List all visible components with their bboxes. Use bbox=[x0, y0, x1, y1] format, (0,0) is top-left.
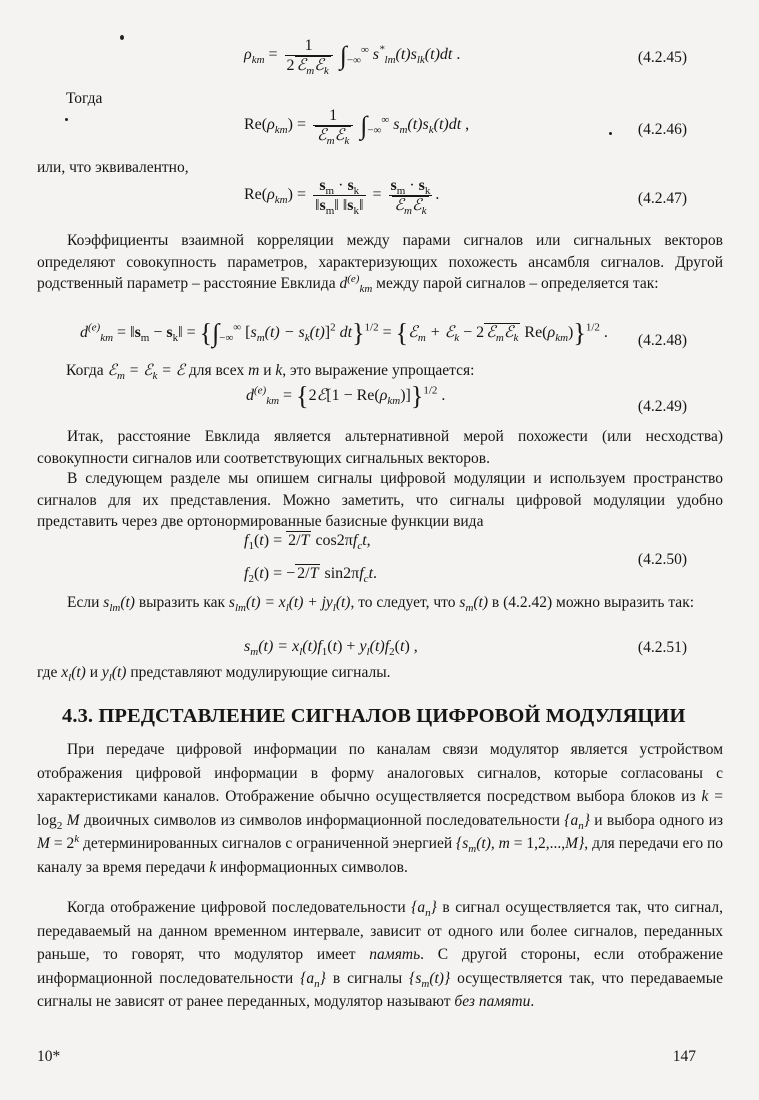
paragraph-euclid: Итак, расстояние Евклида является альтернативной мерой похожести (или несходства) совокупности сигналов или соответствующих сигнальных векторов. bbox=[37, 428, 723, 467]
paragraph-modulator: При передаче цифровой информации по каналам связи модулятор является устройством отображения цифровой информации в форму аналоговых сигналов, которые согласованы с характеристиками каналов. Отображение обычно осуществляется посредством выбора блоков из $k = \log_2 M$ двоичных символов из символов информационной последовательности $\{a_n\}$ и выбора одного из $M = 2^k$ детерминированных сигналов с ограниченной энергией {$s_m(t)$, m = 1,2,...,M}, для передачи его по каналу за время передачи k информационных символов. bbox=[37, 741, 724, 876]
footer-signature-mark: 10* bbox=[37, 1048, 61, 1065]
text-togda: Тогда bbox=[66, 90, 103, 107]
section-heading: 4.3. ПРЕДСТАВЛЕНИЕ СИГНАЛОВ ЦИФРОВОЙ МОДУЛЯЦИИ bbox=[62, 705, 686, 727]
equation-4-2-47: $Re(\rho_{km})$ = $\frac{s_m \cdot s_k}{‖s_m‖ ‖s_k‖}$ = $\frac{s_m \cdot s_k}{ℰ_mℰ_k}$ . bbox=[244, 177, 440, 218]
paragraph-next-section: В следующем разделе мы опишем сигналы цифровой модуляции и используем пространство сигналов для их представления. Можно заметить, что сигналы цифровой модуляции удобно представить через две ортонормированные базисные функции вида bbox=[37, 470, 723, 530]
page-number: 147 bbox=[672, 1048, 696, 1065]
equation-number: (4.2.47) bbox=[637, 190, 687, 207]
scan-speck bbox=[120, 35, 124, 40]
equation-4-2-50: $f_2(t)$ = − 2/T $\sin 2\pi f_ct$. bbox=[244, 565, 378, 586]
equation-number: (4.2.51) bbox=[637, 639, 687, 656]
equation-4-2-45: $\rho_{km}$ = $\frac{1}{2 ℰ_mℰ_k}$ $\int_{-\infty}^\infty$ $s^*_{lm}(t)s_{lk}(t)dt$ . bbox=[244, 37, 461, 78]
equation-4-2-50: $f_1(t) = 2/T$ $\cos 2\pi f_ct$, bbox=[244, 532, 371, 553]
paragraph-modulating: где $x_l(t)$ и $y_l(t)$ представляют модулирующие сигналы. bbox=[37, 664, 391, 685]
scan-speck bbox=[609, 132, 612, 135]
equation-4-2-46: $Re(\rho_{km})$ = $\frac{1}{ℰ_mℰ_k}$ $\int_{-\infty}^\infty$ $s_m(t)s_k(t)dt$ , bbox=[244, 107, 470, 148]
equation-number: (4.2.50) bbox=[637, 551, 687, 568]
equation-4-2-51: $s_m(t) = x_l(t)f_1(t) + y_l(t)f_2(t)$ , bbox=[244, 638, 418, 659]
text-ili: или, что эквивалентно, bbox=[37, 159, 189, 176]
paragraph-correlation: Коэффициенты взаимной корреляции между парами сигналов или сигнальных векторов определяют совокупность параметров, характеризующих похожесть ансамбля сигналов. Другой родственный параметр – расстояние Евклида $d^{(e)}_{km}$ между парой сигналов – определяется так: bbox=[37, 232, 723, 296]
text-kogda: Когда ℰ$_m$ = ℰ$_k$ = ℰ для всех m и k, это выражение упрощается: bbox=[66, 362, 475, 383]
equation-number: (4.2.46) bbox=[637, 121, 687, 138]
equation-number: (4.2.45) bbox=[637, 49, 687, 66]
equation-4-2-48: $d^{(e)}_{km}$ = $‖s_m$ − $s_k‖ = \{\int_{-\infty}^\infty$ $[s_m(t) - s_k(t)]^2$ dt}$^{1/2}$ = {ℰ$_m$ + ℰ$_k$ − 2 ℰ$_m$ℰ$_k$ $Re(\rho_{km})\}^{1/2}$ . bbox=[80, 318, 608, 348]
equation-number: (4.2.48) bbox=[637, 332, 687, 349]
equation-4-2-49: $d^{(e)}_{km}$ = {2ℰ[1 − $Re(\rho_{km})]\}^{1/2}$ . bbox=[246, 381, 446, 411]
paragraph-express: Если $s_{lm}(t)$ выразить как $s_{lm}(t) = x_l(t) + jy_l(t)$, то следует, что $s_m(t)$ в (4.2.42) можно выразить так: bbox=[67, 594, 695, 615]
scan-speck bbox=[65, 118, 68, 121]
paragraph-memory: Когда отображение цифровой последовательности $\{a_n\}$ в сигнал осуществляется так, что сигнал, передаваемый на данном временном интервале, зависит от одного или более сигналов, переданных раньше, то говорят, что модулятор имеет память. С другой стороны, если отображение информационной последовательности $\{a_n\}$ в сигналы $\{s_m(t)\}$ осуществляется так, что передаваемые сигналы не зависят от ранее переданных, модулятор называют без памяти. bbox=[37, 899, 724, 1010]
equation-number: (4.2.49) bbox=[637, 398, 687, 415]
